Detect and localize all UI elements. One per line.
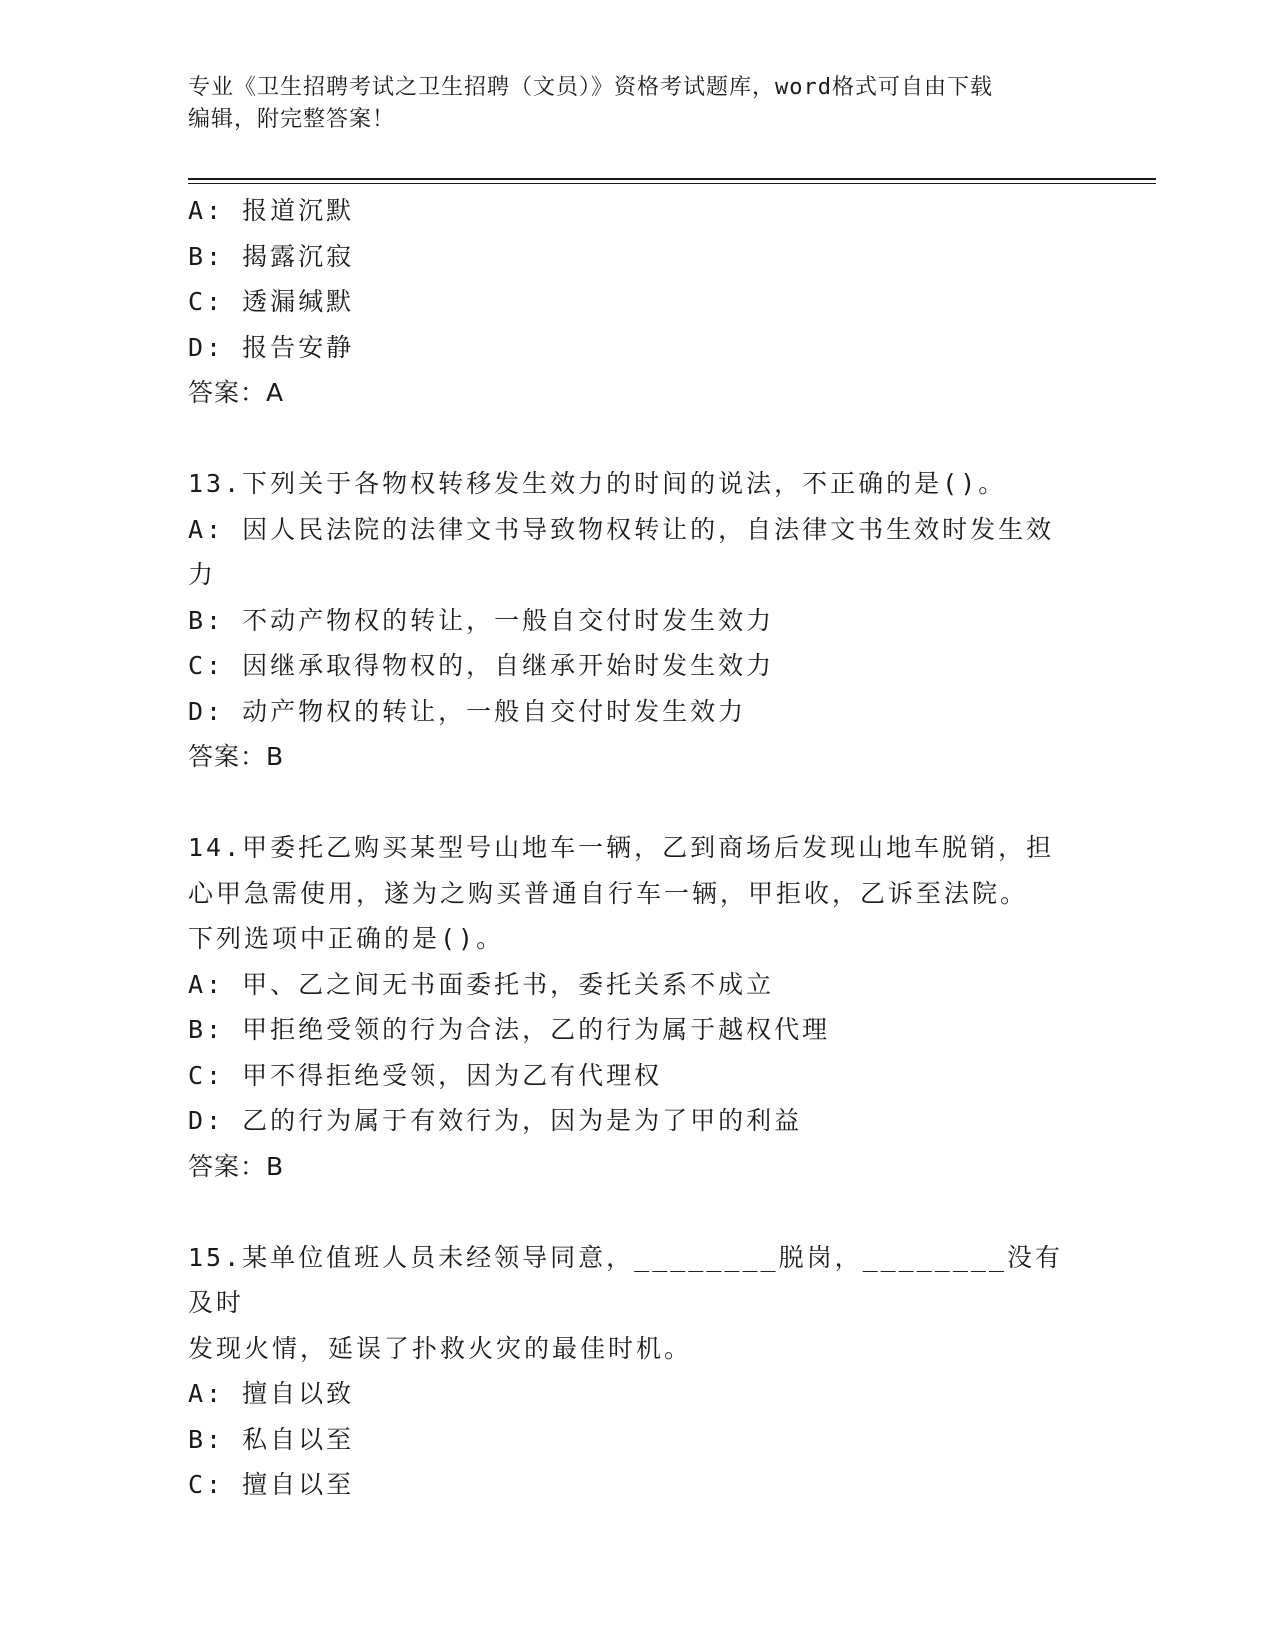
option-b: B: 不动产物权的转让，一般自交付时发生效力 xyxy=(188,605,775,635)
option-a: A: 擅自以致 xyxy=(188,1379,355,1408)
question-12-partial xyxy=(188,188,1088,416)
option-b: B: 甲拒绝受领的行为合法，乙的行为属于越权代理 xyxy=(188,1015,831,1044)
answer-line: 答案：B xyxy=(188,742,285,771)
question-text-line-1: 14.甲委托乙购买某型号山地车一辆，乙到商场后发现山地车脱销，担 xyxy=(188,833,1055,862)
question-15 xyxy=(188,1235,1088,1508)
option-c: C: 透漏缄默 xyxy=(188,287,355,316)
document-header xyxy=(188,72,1088,136)
question-content xyxy=(188,188,1088,1508)
option-c: C: 因继承取得物权的，自继承开始时发生效力 xyxy=(188,651,775,680)
option-d: D: 乙的行为属于有效行为，因为是为了甲的利益 xyxy=(188,1106,803,1135)
question-13 xyxy=(188,461,1088,780)
question-text: 13.下列关于各物权转移发生效力的时间的说法，不正确的是()。 xyxy=(188,469,1007,498)
header-line-2: 编辑，附完整答案！ xyxy=(188,107,396,132)
option-b: B: 揭露沉寂 xyxy=(188,241,355,271)
option-d: D: 报告安静 xyxy=(188,332,355,362)
option-c: C: 甲不得拒绝受领，因为乙有代理权 xyxy=(188,1060,663,1090)
header-line-1: 专业《卫生招聘考试之卫生招聘（文员）》资格考试题库，word格式可自由下载 xyxy=(188,75,993,100)
question-text-line-3: 下列选项中正确的是()。 xyxy=(188,924,505,953)
option-a-continued: 力 xyxy=(188,560,217,589)
spacer xyxy=(188,416,1088,462)
option-d: D: 动产物权的转让，一般自交付时发生效力 xyxy=(188,696,747,726)
question-14 xyxy=(188,825,1088,1189)
question-text-line-2: 发现火情，延误了扑救火灾的最佳时机。 xyxy=(188,1333,693,1363)
answer-line: 答案：A xyxy=(188,378,285,407)
option-a: A: 因人民法院的法律文书导致物权转让的，自法律文书生效时发生效 xyxy=(188,514,1055,544)
spacer xyxy=(188,1189,1088,1235)
option-c: C: 擅自以至 xyxy=(188,1470,355,1499)
option-a: A: 报道沉默 xyxy=(188,196,355,225)
option-b: B: 私自以至 xyxy=(188,1424,355,1454)
spacer xyxy=(188,780,1088,826)
header-divider-thick xyxy=(188,178,1156,180)
question-text-line-1: 15.某单位值班人员未经领导同意，________脱岗，________没有及时 xyxy=(188,1242,1063,1317)
header-divider-thin xyxy=(188,183,1156,184)
question-text-line-2: 心甲急需使用，遂为之购买普通自行车一辆，甲拒收，乙诉至法院。 xyxy=(188,878,1029,908)
option-a: A: 甲、乙之间无书面委托书，委托关系不成立 xyxy=(188,969,775,999)
answer-line: 答案：B xyxy=(188,1151,285,1181)
